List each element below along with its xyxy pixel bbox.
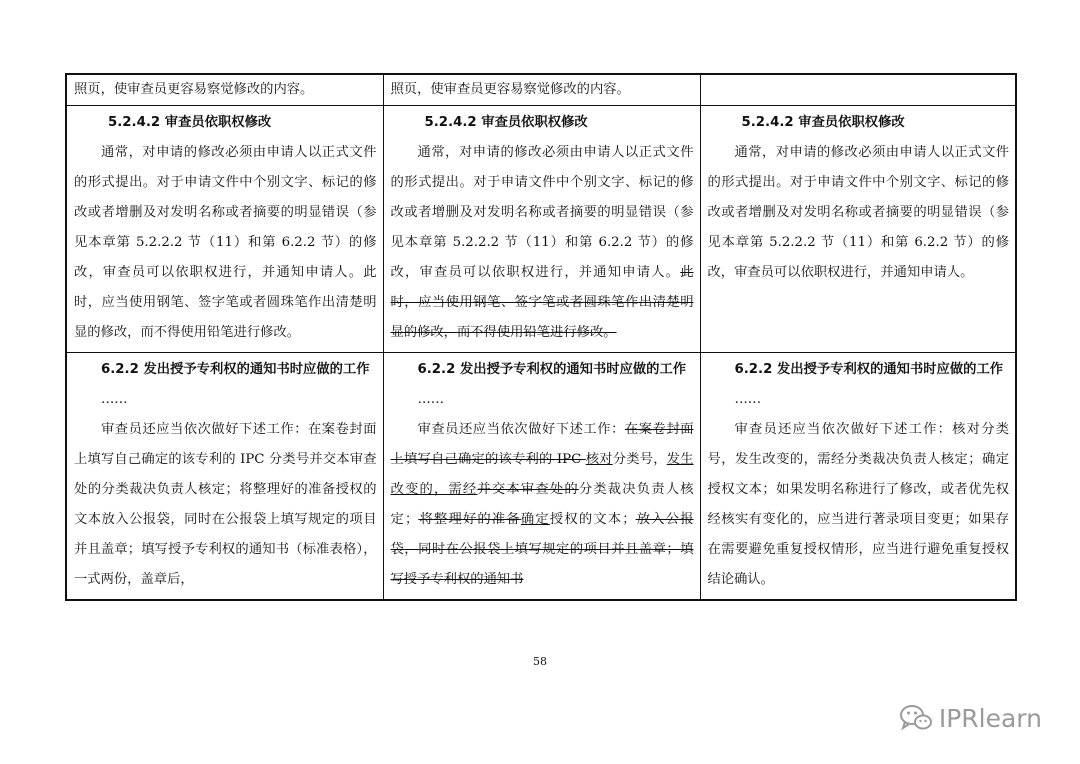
paragraph: 审查员还应当依次做好下述工作：核对分类号，发生改变的，需经分类裁决负责人核定；确定授权文本；如果发明名称进行了修改，或者优先权经核实有变化的，应当进行著录项目变更；如果存在需要避免重复授权情形，应当进行避免重复授权结论确认。 (707, 422, 1009, 587)
deleted-text: 并交本审查处的 (477, 482, 579, 497)
ellipsis: …… (101, 392, 128, 407)
kept-text: 审查员还应当依次做好下述工作： (417, 422, 625, 437)
table-row (66, 106, 1016, 353)
paragraph: 审查员还应当依次做好下述工作：在案卷封面上填写自己确定的该专利的 IPC 分类号并交本审查处的分类裁决负责人核定；将整理好的准备授权的文本放入公报袋，同时在公报袋上填写规定的项目并且盖章；填写授予专利权的通知书（标准表格），一式两份，盖章后， (74, 422, 377, 587)
paragraph: 通常，对申请的修改必须由申请人以正式文件的形式提出。对于申请文件中个别文字、标记的修改或者增删及对发明名称或者摘要的明显错误（参见本章第 5.2.2.2 节（11）和第 6.2.2 节）的修改，审查员可以依职权进行，并通知申请人。此时，应当使用钢笔、签字笔或者圆珠笔作出清楚明显的修改，而不得使用铅笔进行修改。 (74, 145, 377, 340)
cell-final (700, 74, 1016, 106)
cell-draft (383, 106, 700, 353)
cell-final (700, 106, 1016, 353)
table-row (66, 353, 1016, 601)
section-heading: 5.2.4.2 审查员依职权修改 (108, 115, 272, 130)
cell-original (66, 106, 383, 353)
watermark (899, 703, 1042, 733)
wechat-icon (899, 703, 933, 733)
ellipsis: …… (417, 392, 445, 407)
cell-draft (383, 353, 700, 601)
inserted-text: 核对 (585, 452, 613, 467)
comparison-table (65, 73, 1017, 601)
kept-text: 授权的文本； (549, 512, 636, 527)
paragraph: 通常，对申请的修改必须由申请人以正式文件的形式提出。对于申请文件中个别文字、标记的修改或者增删及对发明名称或者摘要的明显错误（参见本章第 5.2.2.2 节（11）和第 6.2.2 节）的修改，审查员可以依职权进行，并通知申请人。 (707, 145, 1009, 280)
deleted-text: 将整理好的准备 (418, 512, 521, 527)
cell-original (66, 74, 383, 106)
section-heading: 6.2.2 发出授予专利权的通知书时应做的工作 (734, 362, 1004, 377)
kept-text: 通常，对申请的修改必须由申请人以正式文件的形式提出。对于申请文件中个别文字、标记的修改或者增删及对发明名称或者摘要的明显错误（参见本章第 5.2.2.2 节（11）和第 6.2.2 节）的修改，审查员可以依职权进行，并通知申请人。 (390, 145, 694, 280)
ellipsis: …… (734, 392, 762, 407)
cell-text: 照页，使审查员更容易察觉修改的内容。 (74, 82, 314, 97)
kept-text: 分类号， (612, 452, 667, 467)
section-heading: 6.2.2 发出授予专利权的通知书时应做的工作 (417, 362, 687, 377)
section-heading: 5.2.4.2 审查员依职权修改 (424, 115, 588, 130)
watermark-text: IPRlearn (938, 703, 1042, 733)
cell-original (66, 353, 383, 601)
paragraph (391, 138, 694, 348)
deleted-text: 此时，应当使用钢笔、签字笔或者圆珠笔作出清楚明显的修改，而不得使用铅笔进行修改。 (390, 265, 694, 340)
cell-text: 照页，使审查员更容易察觉修改的内容。 (390, 82, 630, 97)
inserted-text: 确定 (520, 512, 550, 527)
section-heading: 6.2.2 发出授予专利权的通知书时应做的工作 (101, 362, 370, 377)
paragraph (391, 415, 694, 595)
deleted-text: 在案卷封面上填写自己确定的该专利的 IPC (390, 422, 694, 467)
table-row (66, 74, 1016, 106)
deleted-text: 放入公报袋，同时在公报袋上填写规定的项目并且盖章；填写授予专利权的通知书 (390, 512, 694, 587)
section-heading: 5.2.4.2 审查员依职权修改 (741, 115, 905, 130)
inserted-text: 发生改变的，需经 (390, 452, 694, 497)
cell-draft (383, 74, 700, 106)
kept-text: 分类裁决负责人核定； (390, 482, 694, 527)
page-number: 58 (533, 655, 547, 668)
cell-final (700, 353, 1016, 601)
